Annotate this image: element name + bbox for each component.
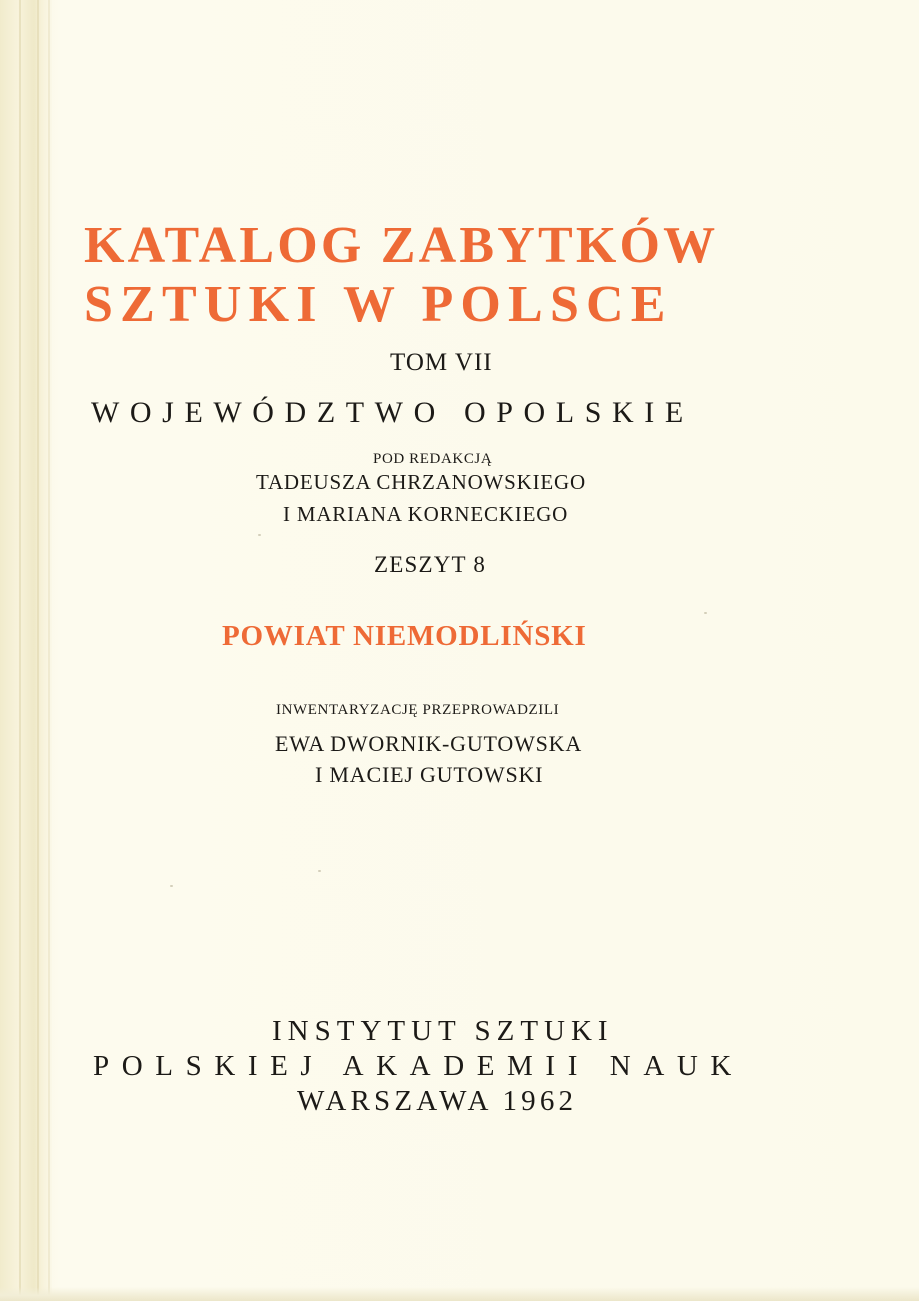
editors-intro: POD REDAKCJĄ — [373, 451, 493, 467]
spine-crease-line — [37, 0, 39, 1301]
editor-name-1: TADEUSZA CHRZANOWSKIEGO — [256, 470, 586, 494]
catalog-title-line-2: SZTUKI W POLSCE — [84, 276, 673, 333]
paper-speck — [258, 534, 261, 536]
paper-speck — [170, 885, 173, 887]
catalog-title-line-1: KATALOG ZABYTKÓW — [84, 217, 719, 274]
paper-speck — [704, 612, 707, 614]
editor-name-2: I MARIANA KORNECKIEGO — [283, 502, 569, 526]
issue-label: ZESZYT 8 — [374, 552, 487, 577]
publisher-line-2: POLSKIEJ AKADEMII NAUK — [93, 1050, 744, 1082]
authors-intro: INWENTARYZACJĘ PRZEPROWADZILI — [276, 702, 560, 718]
publisher-line-1: INSTYTUT SZTUKI — [272, 1015, 614, 1047]
book-spine-fold — [0, 0, 52, 1301]
spine-crease-line — [48, 0, 50, 1301]
spine-crease-line — [19, 0, 21, 1301]
paper-speck — [318, 870, 321, 872]
page-bottom-edge — [0, 1287, 919, 1301]
district-title: POWIAT NIEMODLIŃSKI — [222, 620, 587, 652]
volume-label: TOM VII — [390, 349, 493, 376]
author-name-1: EWA DWORNIK-GUTOWSKA — [275, 731, 583, 756]
region-heading: WOJEWÓDZTWO OPOLSKIE — [91, 396, 694, 429]
publisher-line-3: WARSZAWA 1962 — [297, 1085, 578, 1117]
author-name-2: I MACIEJ GUTOWSKI — [315, 762, 544, 787]
